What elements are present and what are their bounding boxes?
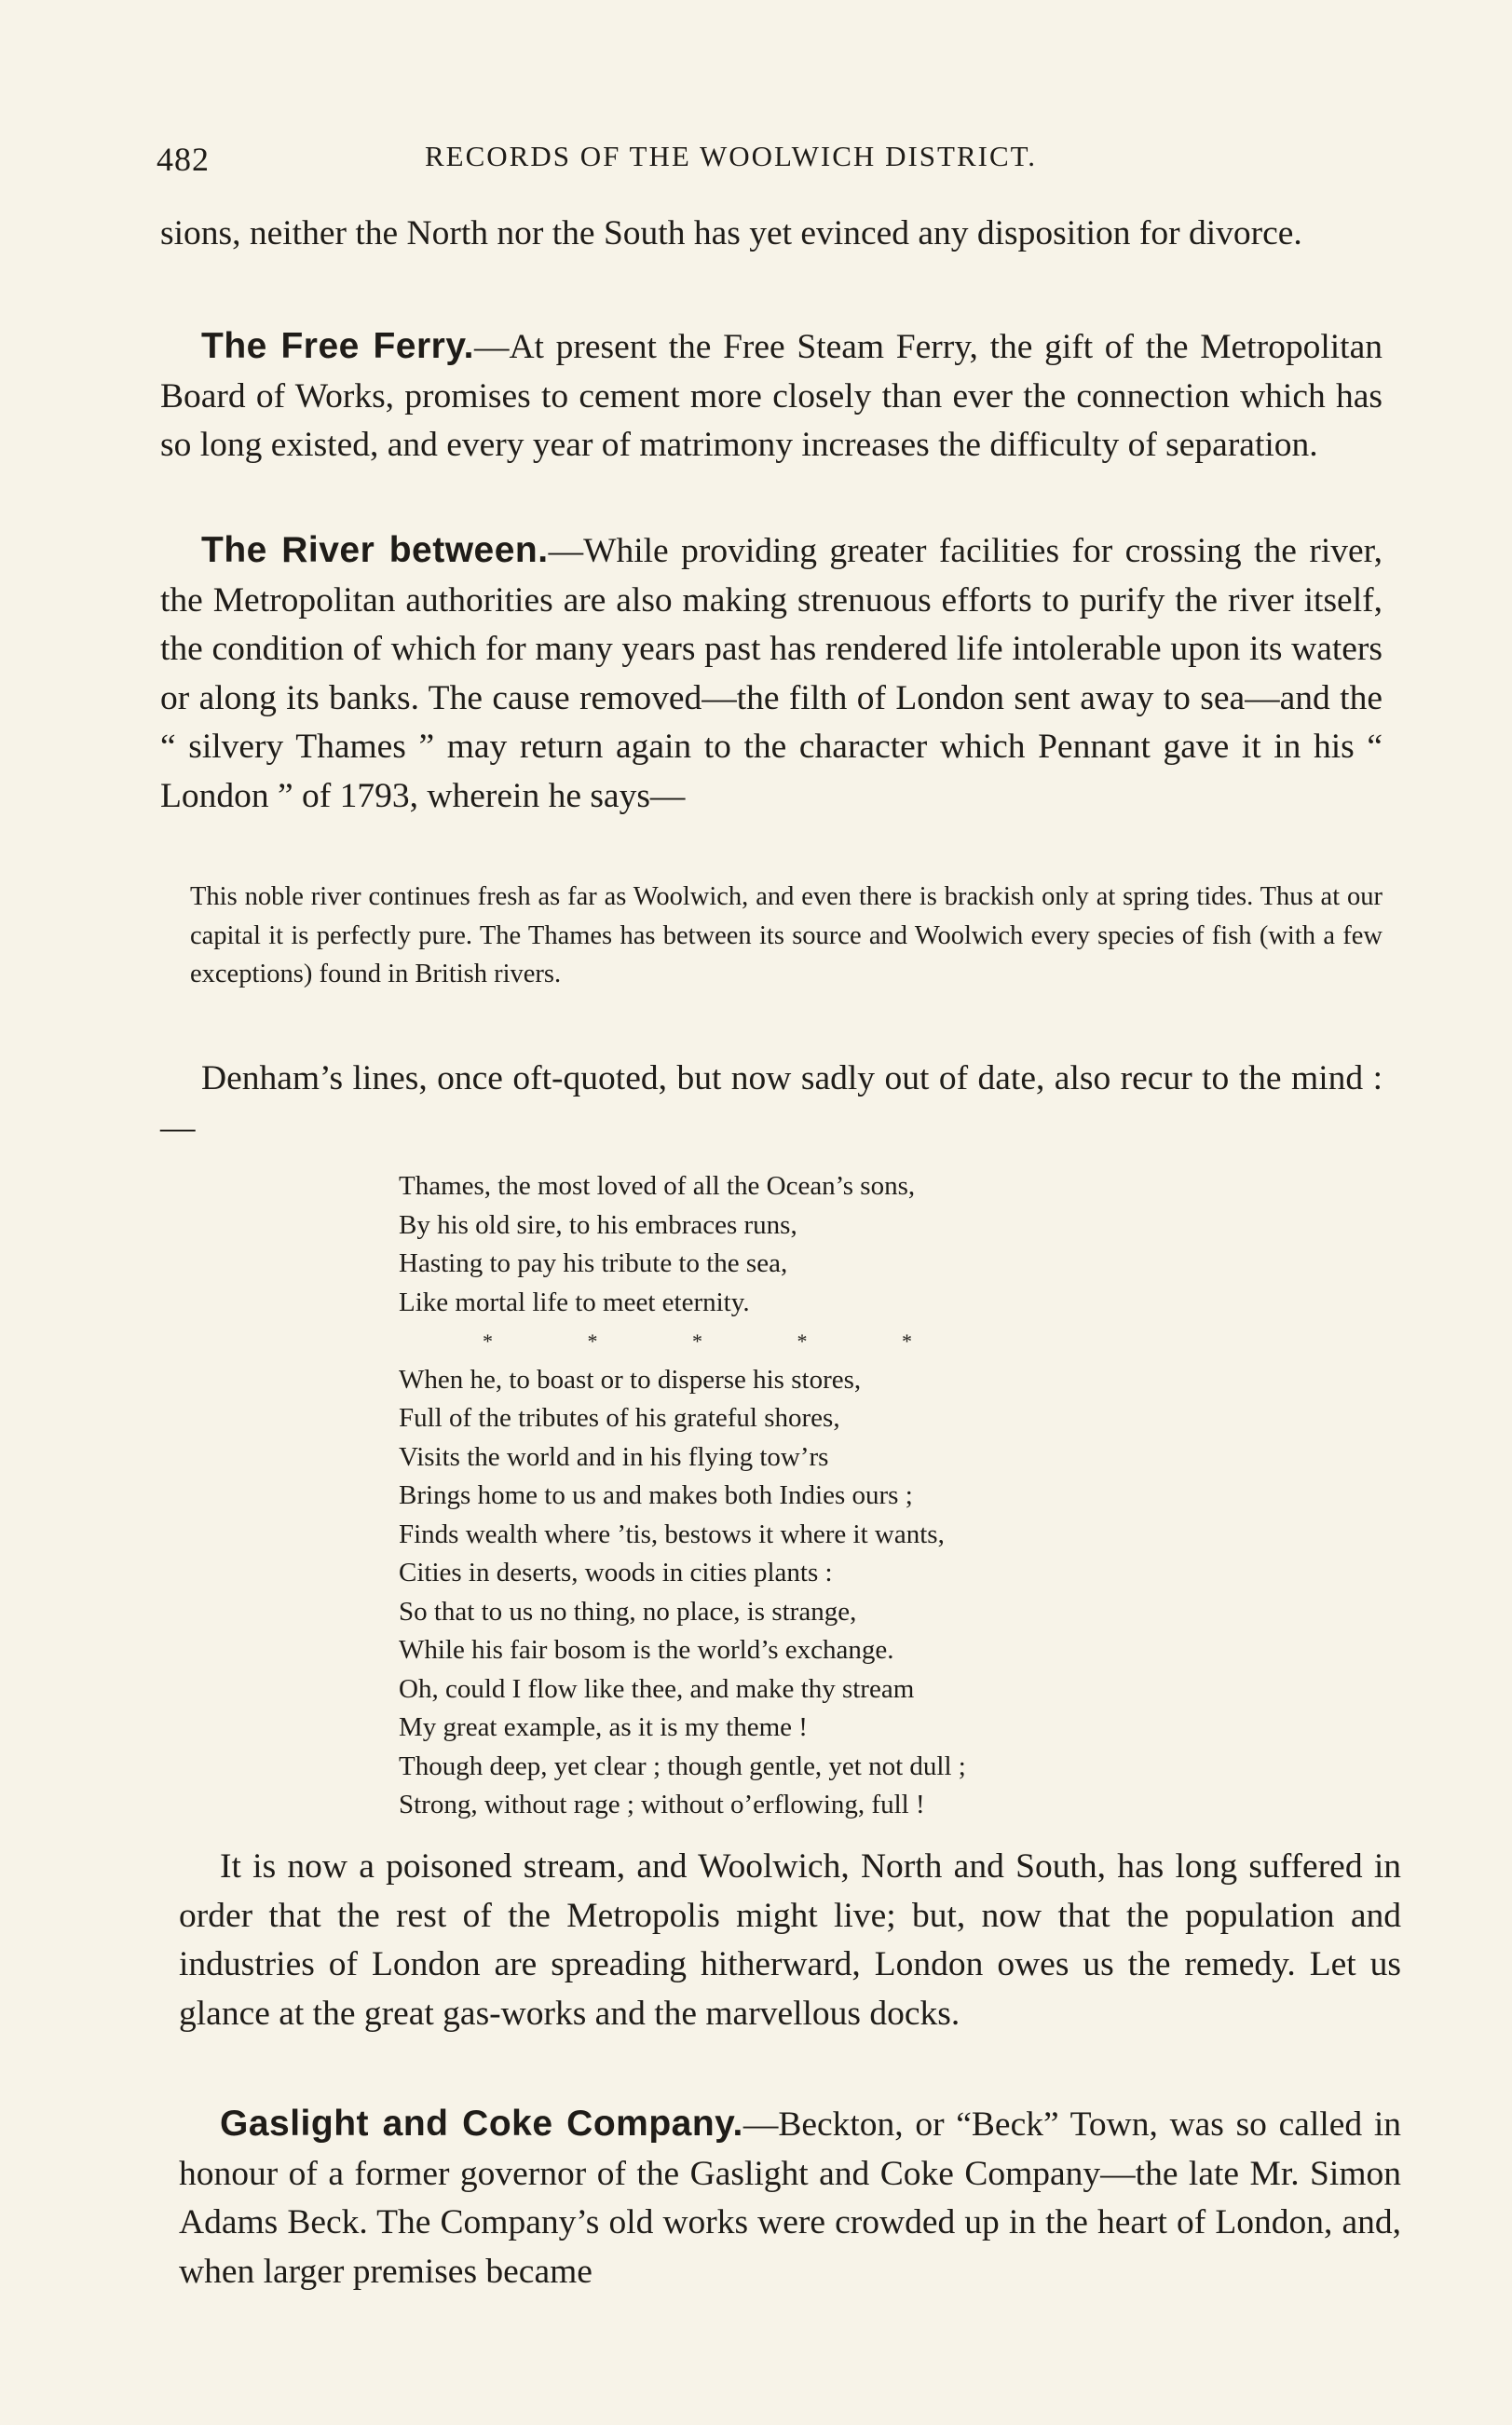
poem-line: While his fair bosom is the world’s exchange.	[399, 1635, 894, 1665]
poem-line: Hasting to pay his tribute to the sea,	[399, 1248, 788, 1278]
paragraph-free-ferry	[160, 322, 1383, 470]
poem-line: My great example, as it is my theme !	[399, 1712, 808, 1742]
poem-line: Full of the tributes of his grateful shores,	[399, 1403, 840, 1433]
paragraph-text: —While providing greater facilities for crossing the river, the Metropolitan authorities are also making strenuous efforts to purify the river itself, the condition of which for many years past has rendered life intolerable upon its waters or along its banks. The cause removed—the filth of London sent away to sea—and the “ silvery Thames ” may return again to the character which Pennant gave it in his “ London ” of 1793, wherein he says—	[160, 532, 1383, 815]
poem-line: Like mortal life to meet eternity.	[399, 1287, 750, 1317]
poem-line: Thames, the most loved of all the Ocean’s sons,	[399, 1171, 916, 1201]
paragraph-continuation	[160, 210, 1383, 259]
poem	[399, 1167, 1237, 1825]
running-head: RECORDS OF THE WOOLWICH DISTRICT.	[425, 140, 1038, 172]
poem-line: When he, to boast or to disperse his stores,	[399, 1364, 862, 1395]
poem-line: By his old sire, to his embraces runs,	[399, 1209, 797, 1240]
block-quote	[190, 878, 1383, 994]
poem-line: Strong, without rage ; without o’erflowing, full !	[399, 1790, 925, 1819]
paragraph-text: —Beckton, or “Beck” Town, was so called in honour of a former governor of the Gaslight and Coke Company—the late Mr. Simon Adams Beck. The Company’s old works were crowded up in the heart of London, and, when larger premises became	[179, 2105, 1401, 2291]
paragraph-text: Denham’s lines, once oft-quoted, but now sadly out of date, also recur to the mind :—	[160, 1059, 1383, 1147]
poem-ellipsis-stars: * * * * *	[483, 1329, 957, 1353]
paragraph-text: It is now a poisoned stream, and Woolwich, North and South, has long suffered in order that the rest of the Metropolis might live; but, now that the population and industries of London are spreading hitherward, London owes us the remedy. Let us glance at the great gas-works and the marvellous docks.	[179, 1847, 1401, 2033]
poem-line: Visits the world and in his flying tow’rs	[399, 1441, 829, 1472]
poem-line: Oh, could I flow like thee, and make thy stream	[399, 1673, 915, 1704]
paragraph-river-between	[160, 526, 1383, 821]
poem-line: Cities in deserts, woods in cities plants :	[399, 1558, 833, 1587]
section-heading: The Free Ferry.	[201, 326, 474, 366]
paragraph-denham	[160, 1055, 1383, 1152]
poem-line: Though deep, yet clear ; though gentle, yet not dull ;	[399, 1751, 966, 1781]
paragraph-gaslight	[179, 2100, 1401, 2296]
poem-line: Finds wealth where ’tis, bestows it where it wants,	[399, 1519, 945, 1549]
paragraph-text: —At present the Free Steam Ferry, the gift of the Metropolitan Board of Works, promises to cement more closely than ever the connection which has so long existed, and every year of matrimony increases the difficulty of separation.	[160, 328, 1383, 464]
poem-line: So that to us no thing, no place, is strange,	[399, 1596, 857, 1627]
quote-text: This noble river continues fresh as far as Woolwich, and even there is brackish only at spring tides. Thus at our capital it is perfectly pure. The Thames has between its source and Woolwich every species of fish (with a few exceptions) found in British rivers.	[190, 882, 1383, 988]
page-number: 482	[157, 141, 210, 178]
section-heading: Gaslight and Coke Company.	[220, 2104, 743, 2144]
paragraph-text: sions, neither the North nor the South has yet evinced any disposition for divorce.	[160, 214, 1302, 252]
section-heading: The River between.	[201, 530, 549, 570]
paragraph-poisoned-stream	[179, 1843, 1401, 2038]
poem-line: Brings home to us and makes both Indies ours ;	[399, 1480, 913, 1510]
